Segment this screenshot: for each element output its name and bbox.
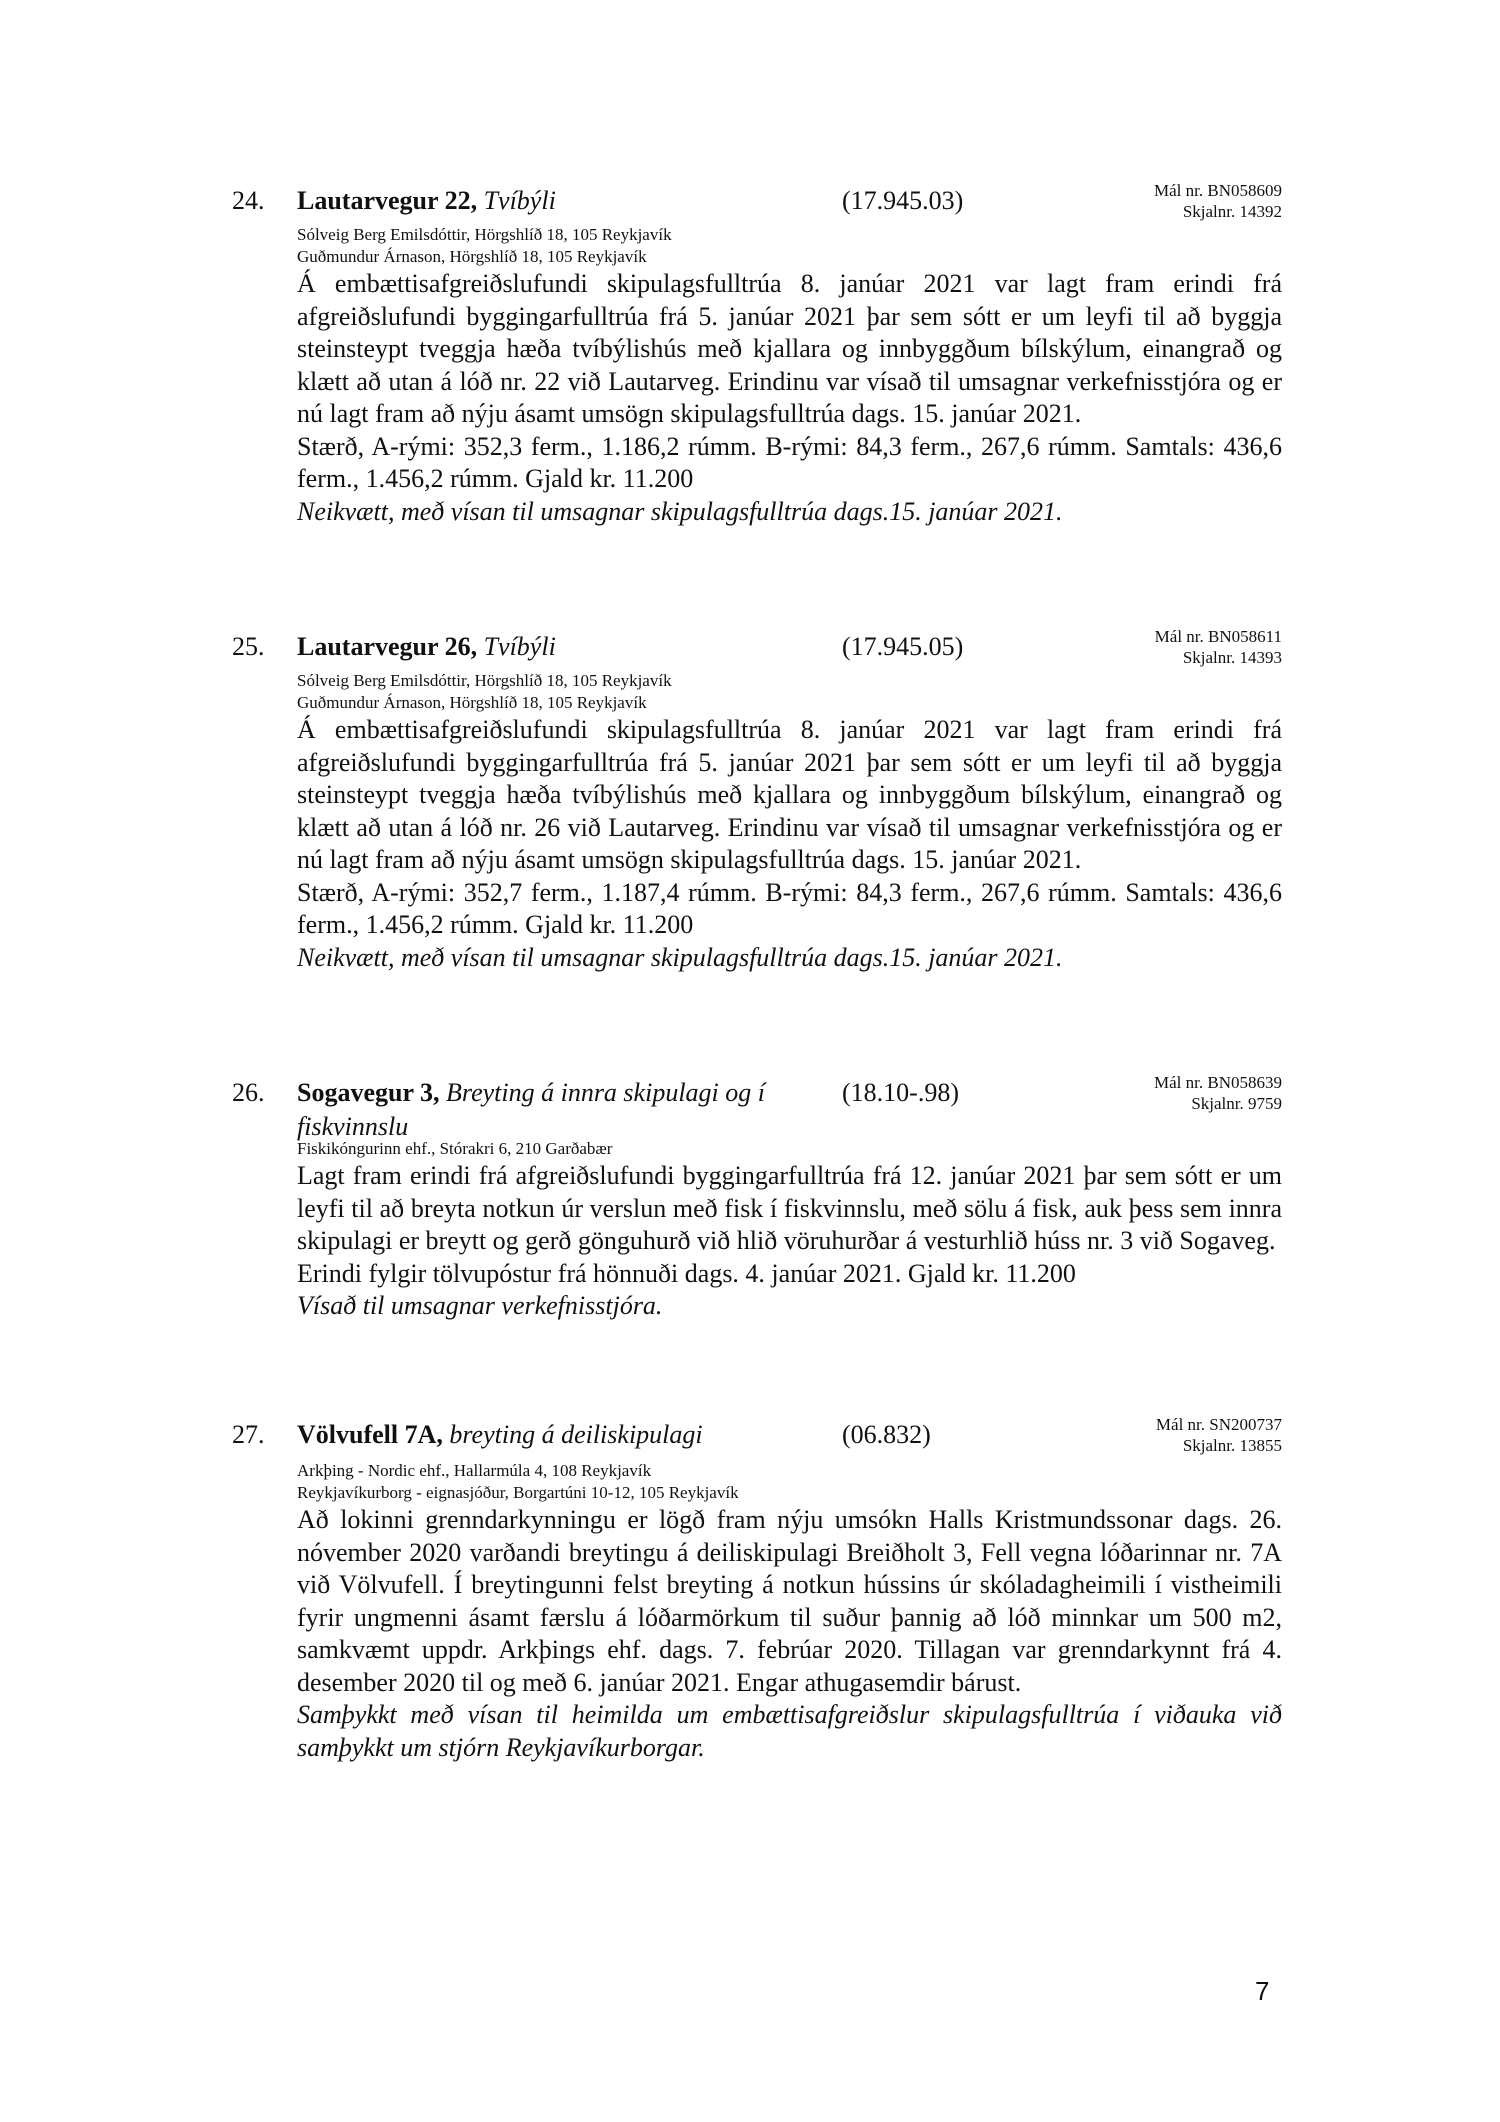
case-info (1155, 626, 1282, 668)
item-type: Tvíbýli (483, 186, 556, 215)
applicant: Fiskikóngurinn ehf., Stórakri 6, 210 Garðabær (297, 1139, 613, 1158)
item-type: breyting á deiliskipulagi (449, 1420, 703, 1449)
item-reference: (17.945.03) (842, 186, 964, 215)
page-number: 7 (1255, 1976, 1270, 2006)
item-title (297, 184, 556, 218)
register-number: Skjalnr. 14392 (1182, 202, 1282, 221)
agenda-item-24 (232, 181, 1282, 528)
item-body (297, 1504, 1282, 1764)
applicant: Guðmundur Árnason, Hörgshlíð 18, 105 Reykjavík (297, 693, 647, 712)
item-conclusion: Samþykkt með vísan til heimilda um embættisafgreiðslur skipulagsfulltrúa í viðauka við samþykkt um stjórn Reykjavíkurborgar. (297, 1700, 1282, 1762)
item-number: 24. (232, 186, 265, 215)
case-number: Mál nr. BN058639 (1154, 1073, 1282, 1092)
applicant: Sólveig Berg Emilsdóttir, Hörgshlíð 18, 105 Reykjavík (297, 225, 672, 244)
item-paragraph: Stærð, A-rými: 352,3 ferm., 1.186,2 rúmm. B-rými: 84,3 ferm., 267,6 rúmm. Samtals: 436,6 ferm., 1.456,2 rúmm. Gjald kr. 11.200 (297, 431, 1282, 493)
item-type: Tvíbýli (483, 632, 556, 661)
applicants (297, 1460, 1282, 1504)
item-header (232, 1073, 1282, 1141)
item-address: Lautarvegur 22, (297, 186, 478, 215)
item-conclusion: Neikvætt, með vísan til umsagnar skipulagsfulltrúa dags.15. janúar 2021. (297, 496, 1063, 526)
item-conclusion: Neikvætt, með vísan til umsagnar skipulagsfulltrúa dags.15. janúar 2021. (297, 942, 1063, 972)
applicant: Sólveig Berg Emilsdóttir, Hörgshlíð 18, 105 Reykjavík (297, 671, 672, 690)
item-title (297, 630, 556, 664)
applicant: Guðmundur Árnason, Hörgshlíð 18, 105 Reykjavík (297, 247, 647, 266)
item-address: Sogavegur 3, (297, 1078, 440, 1107)
applicant: Reykjavíkurborg - eignasjóður, Borgartúni 10-12, 105 Reykjavík (297, 1483, 739, 1502)
item-title (297, 1418, 703, 1452)
item-paragraph: Að lokinni grenndarkynningu er lögð fram nýju umsókn Halls Kristmundssonar dags. 26. nóvember 2020 varðandi breytingu á deiliskipulagi Breiðholt 3, Fell vegna lóðarinnar nr. 7A við Völvufell. Í breytingunni felst breyting á notkun hússins úr skóladagheimili í vistheimili fyrir ungmenni ásamt færslu á lóðarmörkum til suður þannig að lóð minnkar um 500 m2, samkvæmt uppdr. Arkþings ehf. dags. 7. febrúar 2020. Tillagan var grenndarkynnt frá 4. desember 2020 til og með 6. janúar 2021. Engar athugasemdir bárust. (297, 1505, 1282, 1697)
applicants (297, 224, 1282, 268)
item-body (297, 714, 1282, 974)
applicants (297, 670, 1282, 714)
item-address: Lautarvegur 26, (297, 632, 478, 661)
item-paragraph: Lagt fram erindi frá afgreiðslufundi byggingarfulltrúa frá 12. janúar 2021 þar sem sótt er um leyfi til að breyta notkun úr verslun með fisk í fiskvinnslu, með sölu á fisk, auk þess sem innra skipulagi er breytt og gerð gönguhurð við hlið vöruhurðar á vesturhlið húss nr. 3 við Sogaveg. (297, 1161, 1282, 1255)
register-number: Skjalnr. 14393 (1182, 648, 1282, 667)
case-info (1154, 1072, 1282, 1114)
case-number: Mál nr. BN058609 (1154, 181, 1282, 200)
item-conclusion: Vísað til umsagnar verkefnisstjóra. (297, 1291, 663, 1320)
case-info (1154, 180, 1282, 222)
agenda-item-25 (232, 627, 1282, 974)
item-number: 26. (232, 1078, 265, 1107)
item-number: 25. (232, 632, 265, 661)
case-info (1156, 1414, 1282, 1456)
item-body (297, 1160, 1282, 1323)
register-number: Skjalnr. 13855 (1182, 1436, 1282, 1455)
item-reference: (18.10-.98) (842, 1078, 959, 1107)
item-body (297, 268, 1282, 528)
item-header (232, 627, 1282, 670)
item-address: Völvufell 7A, (297, 1420, 443, 1449)
item-paragraph: Stærð, A-rými: 352,7 ferm., 1.187,4 rúmm. B-rými: 84,3 ferm., 267,6 rúmm. Samtals: 436,6 ferm., 1.456,2 rúmm. Gjald kr. 11.200 (297, 877, 1282, 939)
item-type: Breyting á innra skipulagi og í fiskvinnslu (297, 1078, 765, 1141)
item-number: 27. (232, 1420, 265, 1449)
case-number: Mál nr. SN200737 (1155, 1415, 1282, 1434)
item-header (232, 1415, 1282, 1460)
item-reference: (06.832) (842, 1420, 931, 1449)
item-paragraph: Á embættisafgreiðslufundi skipulagsfulltrúa 8. janúar 2021 var lagt fram erindi frá afgreiðslufundi byggingarfulltrúa frá 5. janúar 2021 þar sem sótt er um leyfi til að byggja steinsteypt tveggja hæða tvíbýlishús með kjallara og innbyggðum bílskýlum, einangrað og klætt að utan á lóð nr. 22 við Lautarveg. Erindinu var vísað til umsagnar verkefnisstjóra og er nú lagt fram að nýju ásamt umsögn skipulagsfulltrúa dags. 15. janúar 2021. (297, 269, 1282, 428)
register-number: Skjalnr. 9759 (1191, 1094, 1282, 1113)
agenda-item-26 (232, 1073, 1282, 1323)
item-title (297, 1076, 837, 1144)
case-number: Mál nr. BN058611 (1154, 627, 1282, 646)
item-reference: (17.945.05) (842, 632, 964, 661)
item-paragraph: Á embættisafgreiðslufundi skipulagsfulltrúa 8. janúar 2021 var lagt fram erindi frá afgreiðslufundi byggingarfulltrúa frá 5. janúar 2021 þar sem sótt er um leyfi til að byggja steinsteypt tveggja hæða tvíbýlishús með kjallara og innbyggðum bílskýlum, einangrað og klætt að utan á lóð nr. 26 við Lautarveg. Erindinu var vísað til umsagnar verkefnisstjóra og er nú lagt fram að nýju ásamt umsögn skipulagsfulltrúa dags. 15. janúar 2021. (297, 715, 1282, 874)
applicant: Arkþing - Nordic ehf., Hallarmúla 4, 108 Reykjavík (297, 1461, 652, 1480)
agenda-item-27 (232, 1415, 1282, 1764)
item-header (232, 181, 1282, 224)
item-paragraph: Erindi fylgir tölvupóstur frá hönnuði dags. 4. janúar 2021. Gjald kr. 11.200 (297, 1258, 1076, 1288)
